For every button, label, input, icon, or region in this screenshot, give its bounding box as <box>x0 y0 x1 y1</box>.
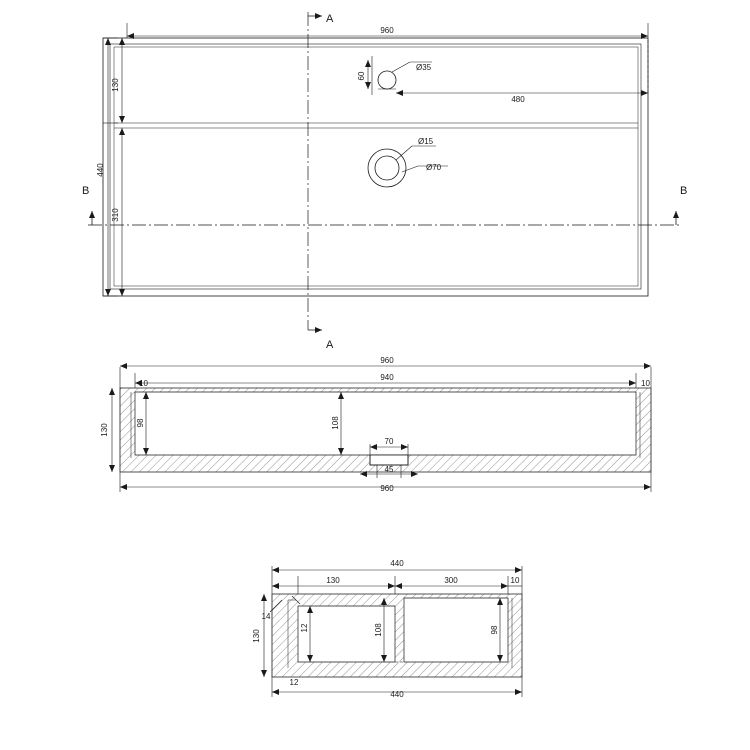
section-arrow-heads <box>92 16 676 330</box>
plan-dim-waste-outer-dia: Ø70 <box>426 163 442 172</box>
plan-dimensions <box>103 23 648 296</box>
section-mark-a-bottom: A <box>326 339 334 351</box>
side-section-geometry <box>272 594 522 677</box>
side-dim-seg-left: 130 <box>326 576 340 585</box>
plan-dim-tap-offset-horizontal: 480 <box>511 95 525 104</box>
side-dim-inner-height-mid: 108 <box>374 623 383 637</box>
front-dim-inner-height-left: 98 <box>136 418 145 428</box>
plan-dim-bowl-depth: 310 <box>111 208 120 222</box>
plan-view-geometry <box>103 38 648 296</box>
front-dim-top-overall: 960 <box>380 356 394 365</box>
side-dim-top-overall: 440 <box>390 559 404 568</box>
plan-dim-tap-offset-vertical: 60 <box>357 71 366 81</box>
side-dim-lip-thickness: 12 <box>300 623 309 633</box>
section-mark-a-top: A <box>326 13 334 25</box>
side-dim-height: 130 <box>252 629 261 643</box>
front-dim-inner-height-mid: 108 <box>331 416 340 430</box>
side-dim-bottom-thickness: 12 <box>289 678 299 687</box>
front-dim-inner-width: 940 <box>380 373 394 382</box>
plan-dim-overall-depth: 440 <box>96 163 105 177</box>
front-dim-wall-right: 10 <box>641 379 650 388</box>
front-dim-slot-width-lower: 45 <box>384 465 394 474</box>
side-dim-seg-right: 10 <box>510 576 520 585</box>
front-dim-wall-left: 10 <box>139 379 148 388</box>
side-dim-seg-mid: 300 <box>444 576 458 585</box>
side-dim-bottom-overall: 440 <box>390 690 404 699</box>
plan-dim-back-strip: 130 <box>111 78 120 92</box>
section-lines <box>88 12 680 330</box>
section-mark-b-left: B <box>82 185 90 197</box>
side-dim-inner-height-right: 98 <box>490 625 499 635</box>
plan-dim-overall-width: 960 <box>380 26 394 35</box>
front-dim-bottom-overall: 960 <box>380 484 394 493</box>
plan-dim-tap-hole-dia: Ø35 <box>416 63 432 72</box>
section-mark-b-right: B <box>680 185 688 197</box>
front-dim-slot-width: 70 <box>384 437 394 446</box>
front-dim-height: 130 <box>100 423 109 437</box>
side-dim-lip: 14 <box>261 612 271 621</box>
front-section-geometry <box>120 388 651 472</box>
plan-dim-waste-inner-dia: Ø15 <box>418 137 434 146</box>
